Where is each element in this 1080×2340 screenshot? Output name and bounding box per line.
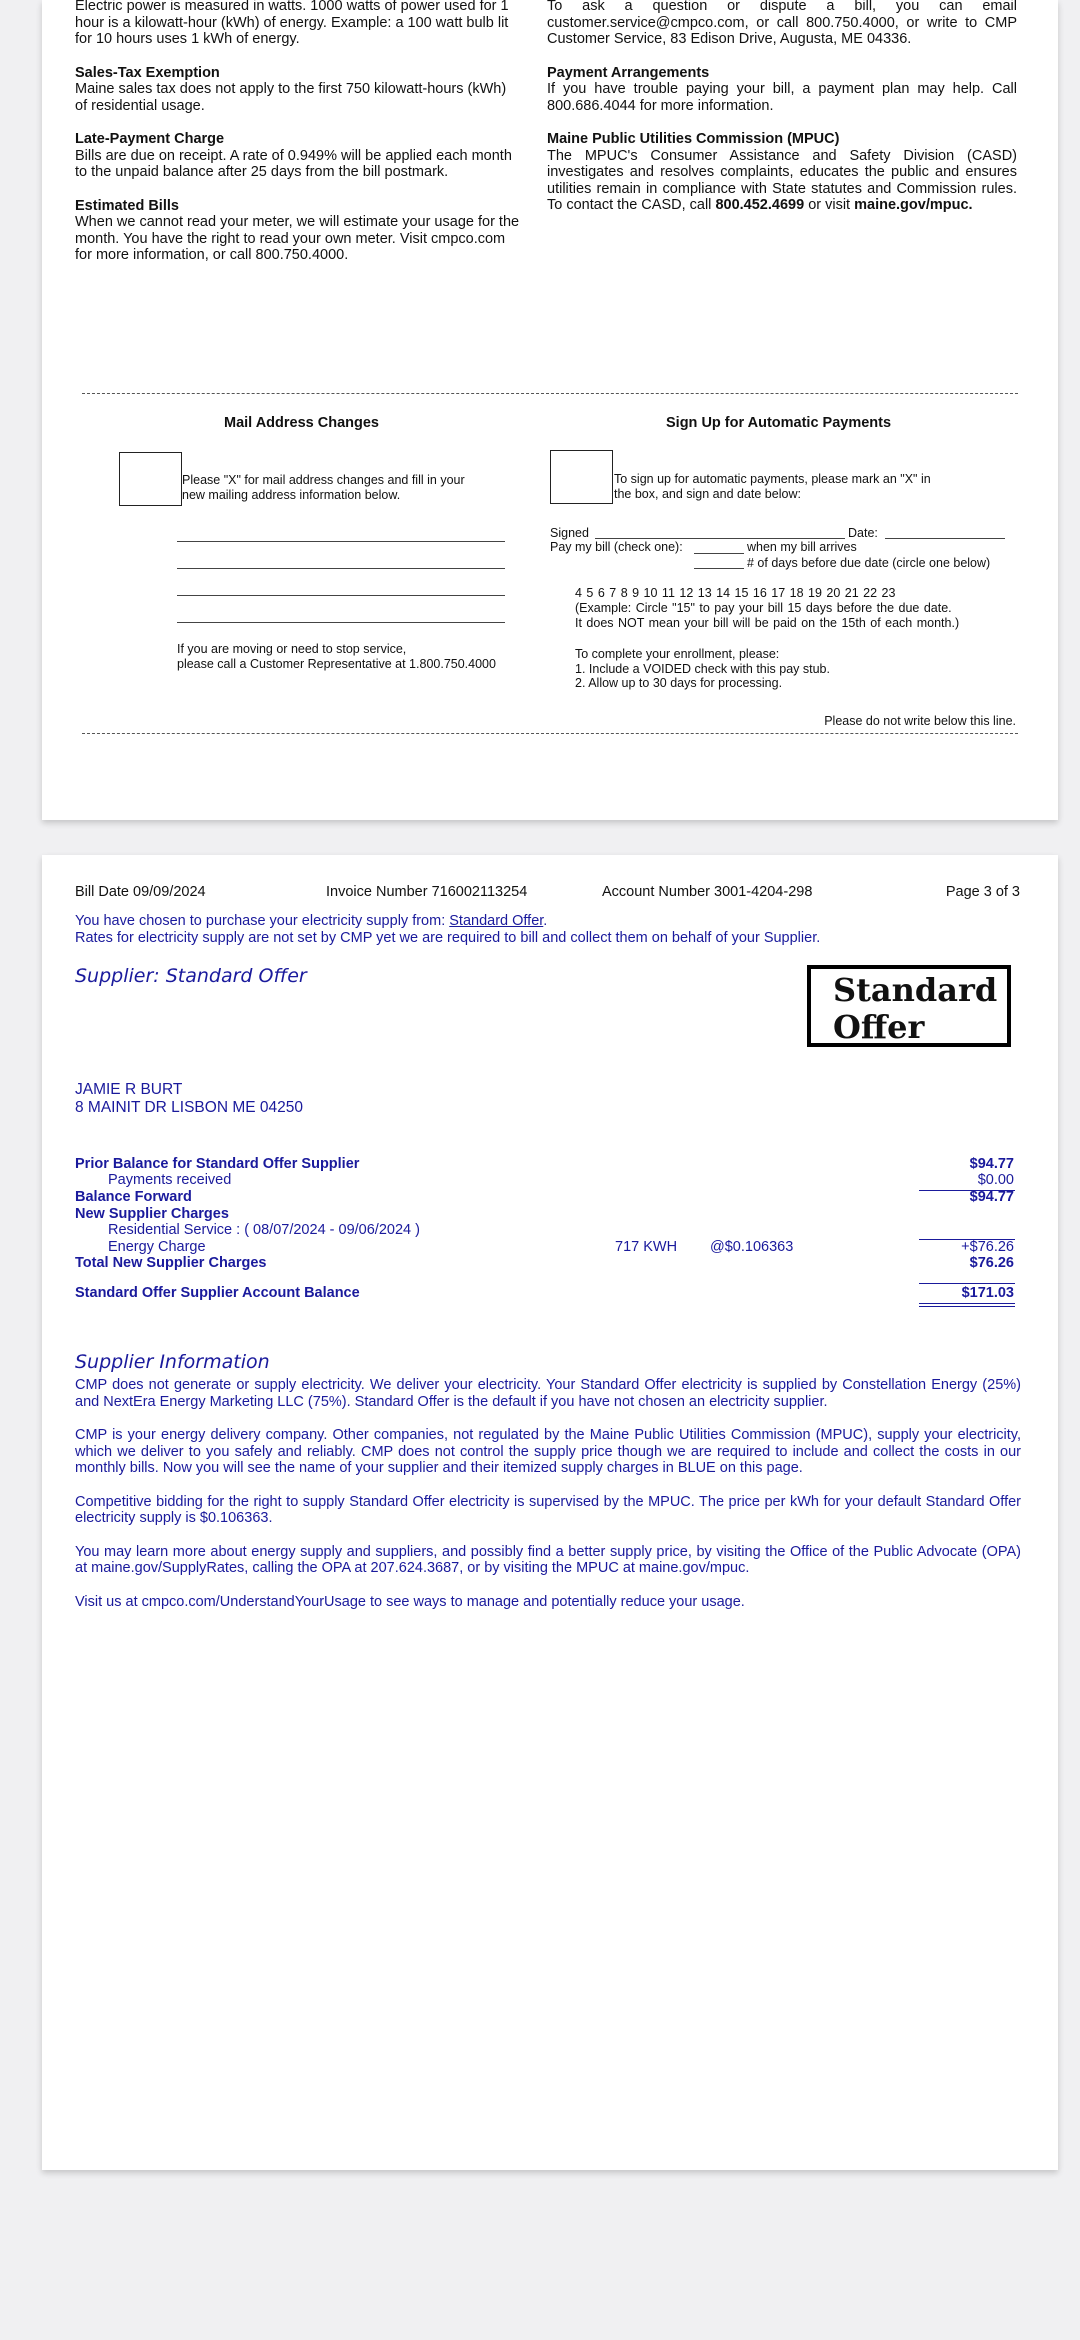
new-charges-label: New Supplier Charges (75, 1206, 229, 1222)
invoice-number: Invoice Number 716002113254 (326, 884, 528, 900)
payments-received-label: Payments received (108, 1172, 232, 1188)
chosen-supplier-line (75, 913, 547, 930)
payments-received-amount: $0.00 (977, 1172, 1014, 1188)
enrollment-step-intro: To complete your enrollment, please: (575, 647, 780, 661)
mpuc-body: The MPUC's Consumer Assistance and Safety Division (CASD) investigates and resolves complaints, educates the public and ensures utilities remain in compliance with State statutes and Commission rules. To contact the CASD, call (547, 147, 1017, 213)
balance-forward-amount: $94.77 (969, 1189, 1014, 1205)
address-line-4[interactable] (177, 622, 505, 623)
cut-line-top (82, 393, 1018, 394)
total-new-charges-amount: $76.26 (969, 1255, 1014, 1271)
mpuc-or: or visit (808, 197, 851, 213)
account-number: Account Number 3001-4204-298 (602, 884, 813, 900)
mpuc-site: maine.gov/mpuc. (854, 197, 973, 213)
info-paragraph-2: CMP is your energy delivery company. Other companies, not regulated by the Maine Public Utilities Commission (MPUC), supply your electricity, which we deliver to you safely and reliably. CMP does not control the supply price though we are required to include and collect the costs in our monthly bills. Now you will see the name of your supplier and their itemized supply charges in BLUE on this page. (75, 1427, 1021, 1476)
energy-rate: @$0.106363 (710, 1239, 794, 1255)
customer-block (75, 1081, 303, 1117)
prior-balance-amount: $94.77 (969, 1156, 1014, 1172)
mail-change-instruction: Please "X" for mail address changes and fill in your new mailing address information below. (182, 473, 465, 502)
logo-line-1: Standard (833, 971, 998, 1009)
signed-label: Signed (550, 526, 589, 540)
info-paragraph-4: You may learn more about energy supply and suppliers, and possibly find a better supply price, by visiting the Office of the Public Advocate (OPA) at maine.gov/SupplyRates, calling the OPA at 207.624.3687, or by visiting the MPUC at maine.gov/mpuc. (75, 1543, 1021, 1576)
address-line-2[interactable] (177, 568, 505, 569)
supplier-info-heading: Supplier Information (75, 1351, 270, 1373)
mail-change-checkbox[interactable] (119, 452, 182, 506)
chosen-supplier-suffix: . (543, 913, 548, 929)
energy-charge-amount: +$76.26 (961, 1239, 1014, 1255)
enrollment-step-2: 2. Allow up to 30 days for processing. (575, 676, 783, 690)
address-line-1[interactable] (177, 541, 505, 542)
moving-note (177, 642, 496, 671)
option-days-blank[interactable] (694, 568, 744, 569)
days-example-1: (Example: Circle "15" to pay your bill 15 days before the due date. (575, 601, 952, 615)
bill-page-2 (42, 0, 1058, 820)
total-new-charges-label: Total New Supplier Charges (75, 1255, 267, 1271)
residential-service-label: Residential Service : ( 08/07/2024 - 09/06/2024 ) (108, 1222, 420, 1238)
autopay-checkbox[interactable] (550, 450, 613, 504)
customer-name: JAMIE R BURT (75, 1081, 183, 1098)
enrollment-steps (575, 647, 830, 691)
moving-note-line2: please call a Customer Representative at 1.800.750.4000 (177, 656, 496, 671)
mpuc-title: Maine Public Utilities Commission (MPUC) (547, 131, 840, 147)
question-text: To ask a question or dispute a bill, you can email customer.service@cmpco.com, or call 800.750.4000, or write to CMP Customer Service, 83 Edison Drive, Augusta, ME 04336. (547, 0, 1017, 47)
supplier-info-body (75, 1377, 1021, 1610)
days-list: 4 5 6 7 8 9 10 11 12 13 14 15 16 17 18 19 20 21 22 23 (575, 586, 896, 600)
sales-tax-text: Maine sales tax does not apply to the first 750 kilowatt-hours (kWh) of residential usage. (75, 81, 507, 114)
late-payment-text: Bills are due on receipt. A rate of 0.949% will be applied each month to the unpaid balance after 25 days from the bill postmark. (75, 147, 512, 180)
option-arrives: when my bill arrives (747, 540, 857, 554)
signature-line[interactable] (595, 538, 845, 539)
energy-charge-label: Energy Charge (108, 1239, 206, 1255)
power-text: Electric power is measured in watts. 1000 watts of power used for 1 hour is a kilowatt-hour (kWh) of energy. Example: a 100 watt bulb lit for 10 hours uses 1 kWh of energy. (75, 0, 509, 47)
payment-arrangements-title: Payment Arrangements (547, 64, 710, 81)
bill-date: Bill Date 09/09/2024 (75, 884, 206, 900)
energy-kwh: 717 KWH (615, 1239, 678, 1255)
date-line[interactable] (885, 538, 1005, 539)
supplier-heading: Supplier: Standard Offer (75, 965, 307, 987)
autopay-title: Sign Up for Automatic Payments (666, 415, 892, 431)
date-label: Date: (848, 526, 878, 540)
estimated-bills-text: When we cannot read your meter, we will estimate your usage for the month. You have the right to read your own meter. Visit cmpco.com for more information, or call 800.750.4000. (75, 214, 520, 263)
standard-offer-logo (807, 965, 1011, 1047)
option-days: # of days before due date (circle one below) (747, 556, 991, 570)
info-paragraph-5: Visit us at cmpco.com/UnderstandYourUsage to see ways to manage and potentially reduce your usage. (75, 1593, 745, 1610)
autopay-instruction: To sign up for automatic payments, please mark an "X" in the box, and sign and date below: (614, 472, 931, 501)
mpuc-text (547, 148, 1017, 214)
pay-my-bill-label: Pay my bill (check one): (550, 540, 683, 554)
prior-balance-label: Prior Balance for Standard Offer Supplier (75, 1156, 360, 1172)
cut-line-bottom (82, 733, 1018, 734)
balance-underline-2 (919, 1306, 1015, 1307)
info-left-column (75, 0, 520, 264)
account-balance-amount: $171.03 (961, 1285, 1014, 1301)
supplier-link[interactable]: Standard Offer (449, 913, 544, 929)
late-payment-title: Late-Payment Charge (75, 131, 225, 147)
mail-changes-title: Mail Address Changes (224, 415, 379, 431)
logo-line-2: Offer (833, 1008, 925, 1046)
info-paragraph-3: Competitive bidding for the right to supply Standard Offer electricity is supervised by the MPUC. The price per kWh for your default Standard Offer electricity supply is $0.106363. (75, 1493, 1021, 1526)
address-line-3[interactable] (177, 595, 505, 596)
enrollment-step-1: 1. Include a VOIDED check with this pay stub. (575, 661, 830, 676)
sales-tax-title: Sales-Tax Exemption (75, 64, 220, 81)
rates-note: Rates for electricity supply are not set by CMP yet we are required to bill and collect them on behalf of your Supplier. (75, 930, 821, 946)
days-options (575, 586, 959, 631)
days-example-2: It does NOT mean your bill will be paid on the 15th of each month.) (575, 616, 960, 630)
info-right-column (547, 0, 1017, 214)
payment-arrangements-text: If you have trouble paying your bill, a payment plan may help. Call 800.686.4044 for more information. (547, 81, 1017, 114)
do-not-write-note: Please do not write below this line. (824, 714, 1016, 728)
page-number: Page 3 of 3 (945, 884, 1020, 900)
customer-address: 8 MAINIT DR LISBON ME 04250 (75, 1099, 303, 1116)
mpuc-phone: 800.452.4699 (715, 197, 805, 213)
balance-underline-1 (919, 1303, 1015, 1304)
bill-page-3 (42, 855, 1058, 2170)
balance-forward-label: Balance Forward (75, 1189, 192, 1205)
balance-overline (919, 1283, 1015, 1284)
estimated-bills-title: Estimated Bills (75, 197, 179, 214)
account-balance-label: Standard Offer Supplier Account Balance (75, 1285, 360, 1301)
info-paragraph-1: CMP does not generate or supply electricity. We deliver your electricity. Your Standard Offer electricity is supplied by Constellation Energy (25%) and NextEra Energy Marketing LLC (75%). Standard Offer is the default if you have not chosen an electricity supplier. (75, 1377, 1021, 1410)
option-arrives-blank[interactable] (694, 553, 744, 554)
chosen-supplier-prefix: You have chosen to purchase your electricity supply from: (75, 913, 450, 929)
moving-note-line1: If you are moving or need to stop service, (177, 642, 407, 656)
